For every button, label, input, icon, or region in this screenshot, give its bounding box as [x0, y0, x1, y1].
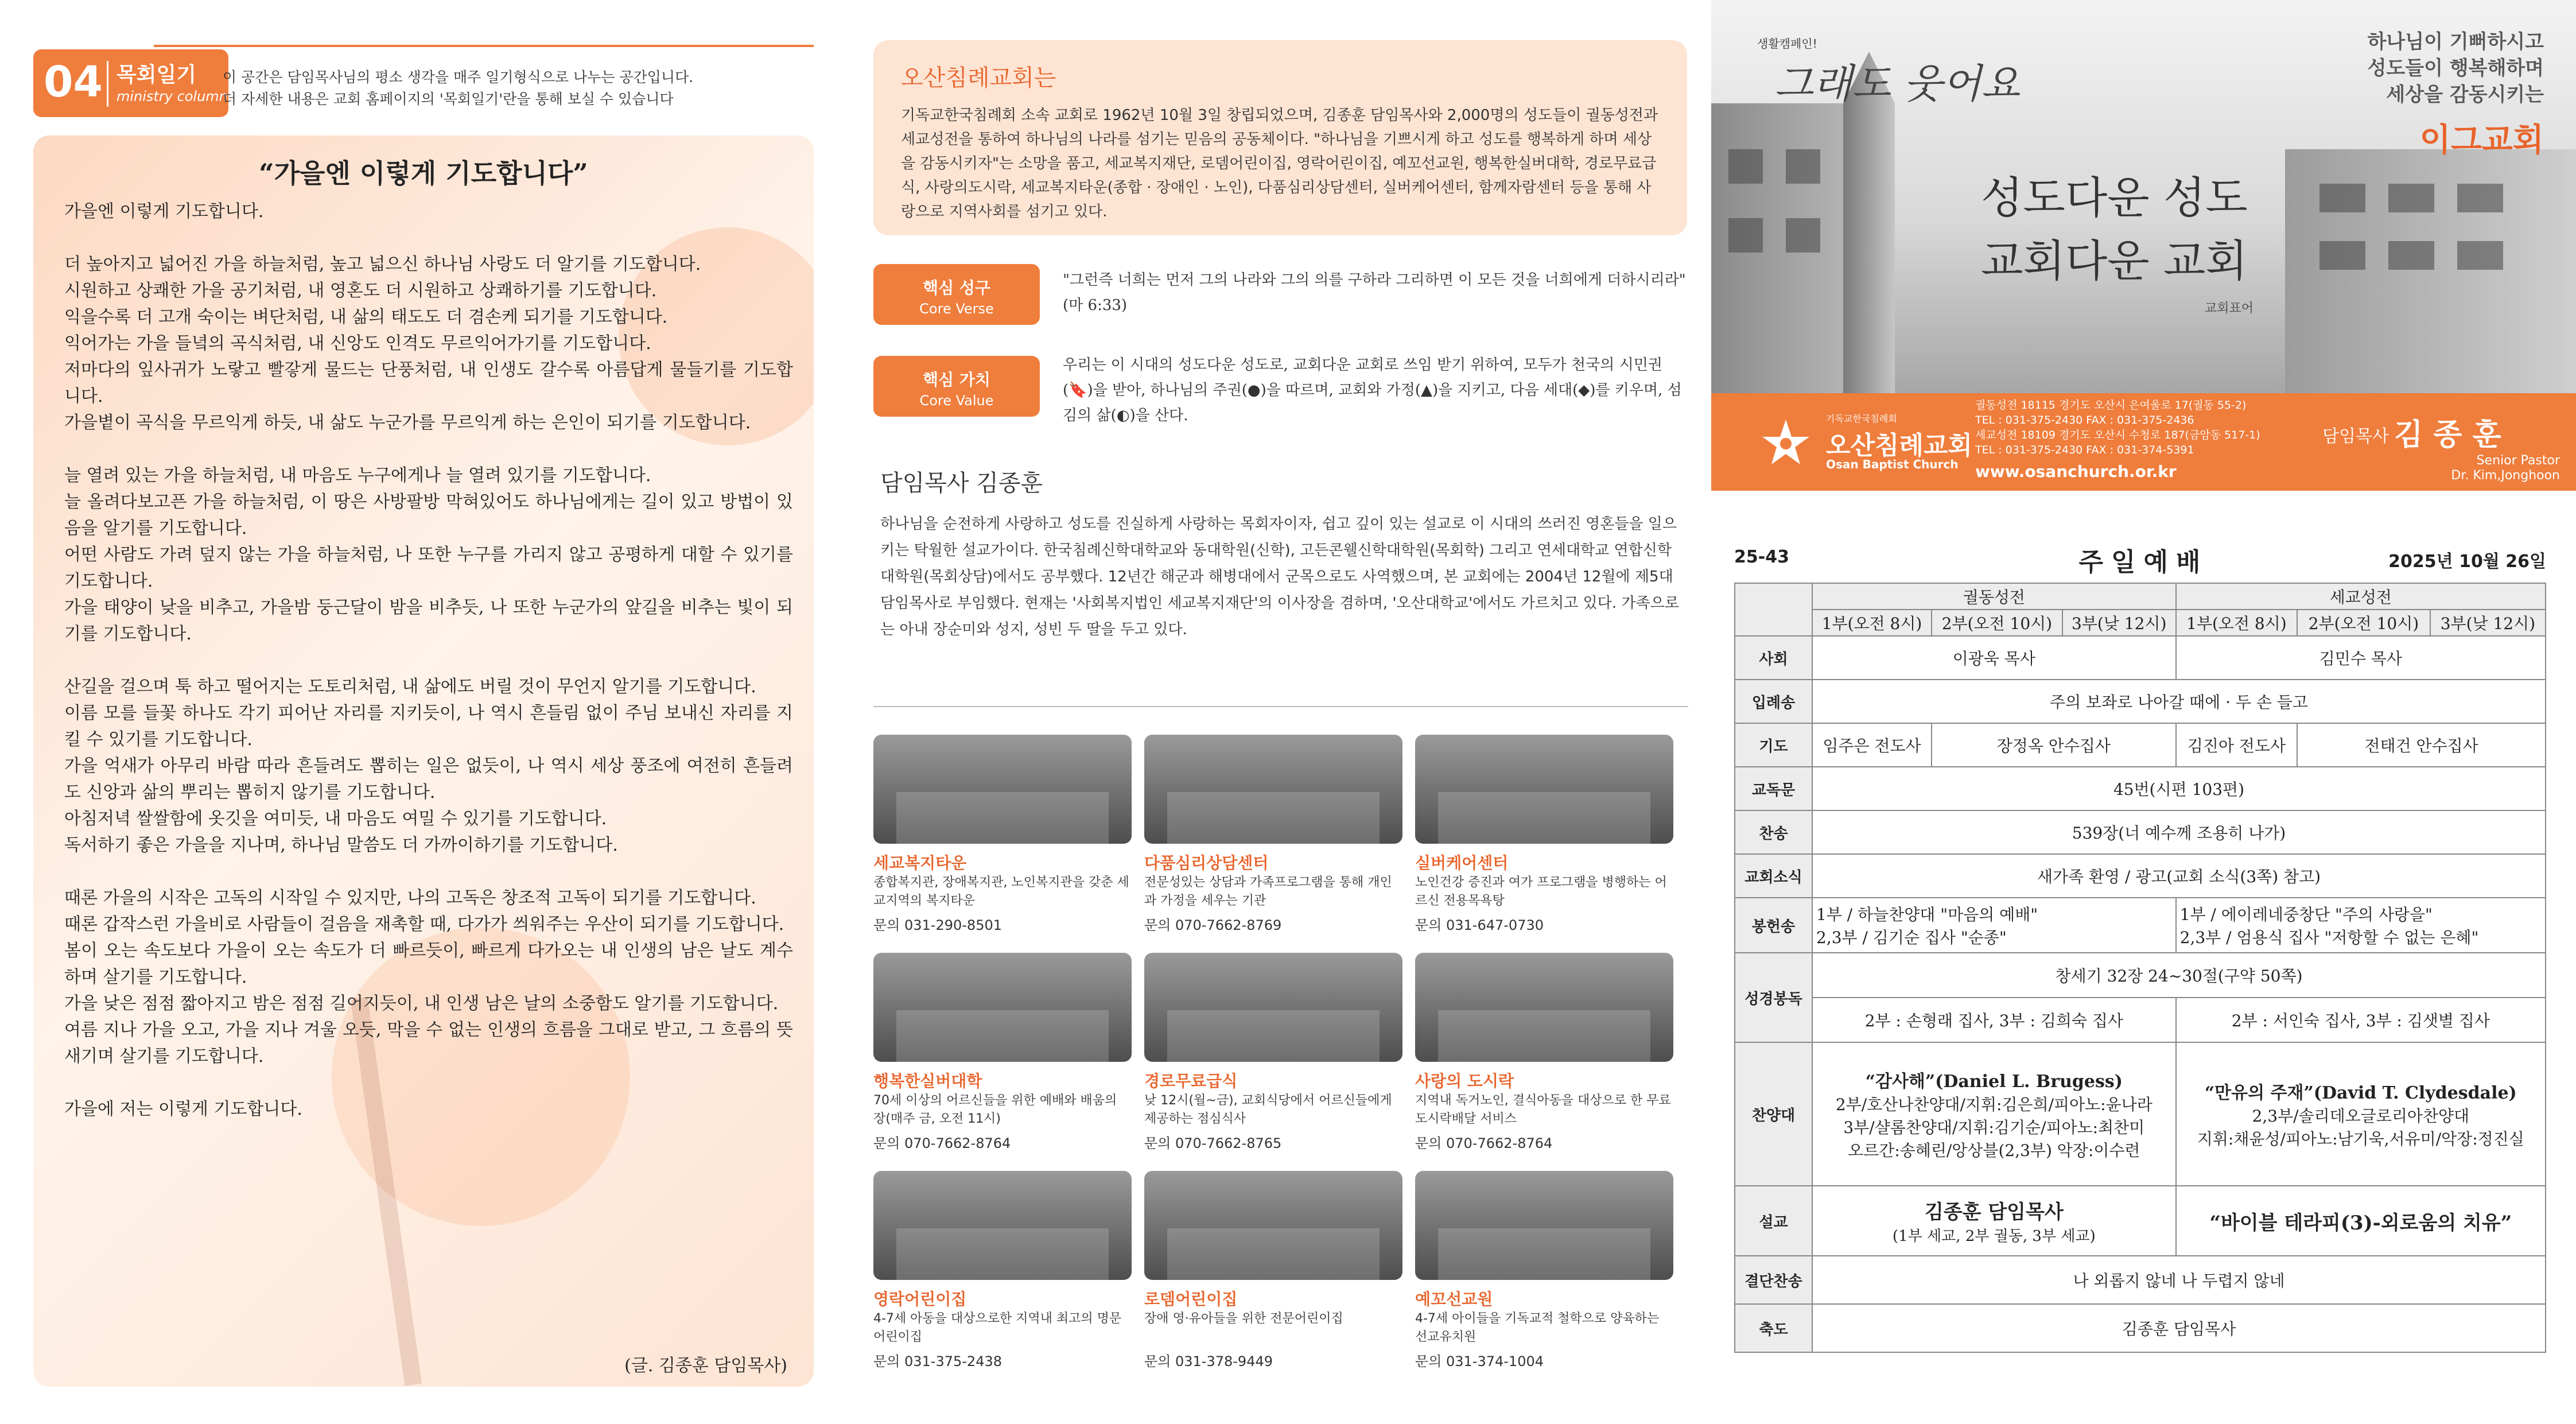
meditation-paragraph: 아침저녁 쌀쌀함에 옷깃을 여미듯, 내 마음도 여밀 수 있기를 기도합니다.: [64, 809, 607, 829]
row-label: 교독문: [1735, 767, 1812, 810]
meditation-paragraph: 산길을 걸으며 툭 하고 떨어지는 도토리처럼, 내 삶에도 버릴 것이 무언지 알기를 기도합니다.: [64, 677, 756, 697]
core-value-text: 우리는 이 시대의 성도다운 성도로, 교회다운 교회로 쓰임 받기 위하여, 모두가 천국의 시민권(🔖)을 받아, 하나님의 주권(●)을 따르며, 교회와 가정(▲)을 지키고, 다음 세대(◆)를 키우며, 섬김의 삶(◐)을 산다.: [1063, 356, 1682, 424]
meditation-paragraph: 더 높아지고 넓어진 가을 하늘처럼, 높고 넓으신 하나님 사랑도 더 알기를 기도합니다.: [64, 254, 701, 274]
meditation-paragraph: 때론 가을의 시작은 고독의 시작일 수 있지만, 나의 고독은 창조적 고독이 되기를 기도합니다.: [64, 888, 756, 908]
meditation-paragraph: 늘 올려다보고픈 가을 하늘처럼, 이 땅은 사방팔방 막혀있어도 하나님에게는 길이 있고 방법이 있음을 알기를 기도합니다.: [64, 492, 793, 538]
hymn-cell: 539장(너 예수께 조용히 나가): [1812, 810, 2546, 854]
row-label: 찬양대: [1735, 1042, 1812, 1186]
core-value-label: 핵심 가치: [923, 370, 990, 389]
worship-order-table: [1734, 583, 2546, 1353]
row-label: 사회: [1735, 636, 1812, 680]
table-row: [1735, 1256, 2546, 1304]
time-header: 3부(낮 12시): [2430, 610, 2546, 636]
window: [2388, 241, 2434, 270]
facility-photo: [1415, 735, 1673, 844]
offering-cell: [1812, 898, 2176, 953]
facility-card: [1144, 735, 1402, 953]
core-verse-label: 핵심 성구: [923, 278, 990, 297]
row-label: 입례송: [1735, 680, 1812, 723]
church-motto: [1981, 166, 2248, 293]
slogan-line: 하나님이 기뻐하시고: [2367, 30, 2544, 53]
facility-description: 전문성있는 상담과 가족프로그램을 통해 개인과 가정을 세우는 기관: [1144, 875, 1392, 908]
facility-phone: 문의 070-7662-8765: [1144, 1135, 1282, 1151]
facility-phone: 문의 070-7662-8764: [873, 1135, 1011, 1151]
campaign-label: 생활캠페인!: [1757, 37, 1817, 51]
pastor-name: 김종훈: [2394, 418, 2512, 452]
sermon-title: “바이블 테라피(3)-외로움의 치유”: [2176, 1186, 2546, 1256]
facility-description: 노인건강 증진과 여가 프로그램을 병행하는 어르신 전용목욕탕: [1415, 875, 1667, 908]
row-label: 봉헌송: [1735, 898, 1812, 953]
table-row: [1735, 998, 2546, 1042]
facility-description: 낮 12시(월~금), 교회식당에서 어르신들에게 제공하는 점심식사: [1144, 1093, 1392, 1126]
meditation-signature: (글. 김종훈 담임목사): [624, 1356, 787, 1376]
campaign-logo: 그래도 웃어요: [1774, 60, 2020, 107]
church-intro-title: 오산침례교회는: [901, 65, 1056, 91]
table-row: [1735, 1186, 2546, 1256]
news-cell: 새가족 환영 / 광고(교회 소식(3쪽) 참고): [1812, 854, 2546, 898]
table-row: [1735, 767, 2546, 810]
readers-cell: 2부 : 손형래 집사, 3부 : 김희숙 집사: [1812, 998, 2176, 1042]
address-line: 세교성전 18109 경기도 오산시 수청로 187(금암동 517-1): [1975, 429, 2260, 441]
core-verse-tag: [873, 264, 1040, 325]
table-row: [1735, 636, 2546, 680]
facility-card: [873, 735, 1132, 953]
section-intro: [223, 67, 693, 110]
choir-cell: [1812, 1042, 2176, 1186]
facility-description: 종합복지관, 장애복지관, 노인복지관을 갖춘 세교지역의 복지타운: [873, 875, 1129, 908]
church-intro-text: 기독교한국침례회 소속 교회로 1962년 10월 3일 창립되었으며, 김종훈 담임목사와 2,000명의 성도들이 궐동성전과 세교성전을 통하여 하나님의 나라를 섬기는 믿음의 공동체이다. "하나님을 기쁘시게 하고 성도를 행복하게 하며 세상을 감동시키자"는 소망을 품고, 세교복지재단, 로뎀어린이집, 영락어린이집, 예꼬선교원, 행복한실버대학, 경로무료급식, 사랑의도시락, 세교복지타운(종합 · 장애인 · 노인), 다품심리상담센터, 실버케어센터, 함께자람센터 등을 통해 사랑으로 지역사회를 섬기고 있다.: [901, 107, 1658, 220]
facility-photo: [873, 735, 1132, 844]
creed-cell: 45번(시편 103편): [1812, 767, 2546, 810]
church-website[interactable]: www.osanchurch.or.kr: [1975, 462, 2177, 481]
meditation-paragraph: 익을수록 더 고개 숙이는 벼단처럼, 내 삶의 태도도 더 겸손케 되기를 기도합니다.: [64, 307, 668, 327]
benediction-cell: 김종훈 담임목사: [1812, 1304, 2546, 1352]
pastor-title-en: Senior Pastor: [2476, 453, 2560, 468]
corner-cell: [1735, 583, 1812, 636]
scripture-cell: 창세기 32장 24~30절(구약 50쪽): [1812, 953, 2546, 998]
facility-card: [1144, 953, 1402, 1171]
facility-description: 4-7세 아이들을 기독교적 철학으로 양육하는 선교유치원: [1415, 1312, 1660, 1344]
offering-cell: [2176, 898, 2546, 953]
window: [1728, 149, 1763, 184]
prayer-cell: 김진아 전도사: [2176, 723, 2298, 767]
facility-phone: 문의 070-7662-8764: [1415, 1135, 1553, 1151]
motto-caption: 교회표어: [2205, 301, 2254, 316]
facility-name: 실버케어센터: [1415, 853, 1509, 872]
choir-line: 오르간:송혜린/앙상블(2,3부) 악장:이수련: [1848, 1141, 2140, 1160]
meditation-paragraph: [64, 859, 793, 885]
table-row: [1735, 953, 2546, 998]
row-label: 찬송: [1735, 810, 1812, 854]
choir-line: 지휘:채윤성/피아노:남기욱,서유미/악장:정진실: [2197, 1130, 2524, 1148]
facility-card: [1415, 735, 1673, 953]
meditation-paragraph: [64, 225, 793, 251]
meditation-box: [33, 135, 814, 1387]
facility-phone: 문의 031-290-8501: [873, 917, 1003, 933]
bulletin-cover: [1711, 0, 2576, 1424]
section-label: 목회일기: [116, 63, 197, 87]
church-logo-icon: [1760, 417, 1812, 469]
church-intro-column: [873, 40, 1688, 1389]
order-date: 2025년 10월 26일: [2388, 552, 2546, 572]
meditation-paragraph: 때론 갑작스런 가을비로 사람들이 걸음을 재촉할 때, 다가가 씌워주는 우산이 되기를 기도합니다.: [64, 914, 784, 934]
address-line: TEL : 031-375-2430 FAX : 031-375-2436: [1975, 414, 2194, 426]
entrance-cell: 주의 보좌로 나아갈 때에 · 두 손 들고: [1812, 680, 2546, 723]
row-label: 결단찬송: [1735, 1256, 1812, 1304]
table-row: [1735, 723, 2546, 767]
facility-name: 사랑의 도시락: [1415, 1072, 1514, 1091]
row-label: 성경봉독: [1735, 953, 1812, 1042]
prayer-cell: 전태건 안수집사: [2297, 723, 2546, 767]
facility-phone: 문의 031-374-1004: [1415, 1353, 1544, 1369]
facility-phone: 문의 031-378-9449: [1144, 1353, 1273, 1369]
facility-description: 장애 영·유아들을 위한 전문어린이집: [1144, 1312, 1343, 1326]
meditation-paragraph: 익어가는 가을 들녘의 곡식처럼, 내 신앙도 인격도 무르익어가기를 기도합니다.: [64, 333, 651, 354]
choir-line: 3부/샬롬찬양대/지휘:김기순/피아노:최찬미: [1843, 1118, 2145, 1137]
address-line: 궐동성전 18115 경기도 오산시 은여울로 17(궐동 55-2): [1975, 399, 2247, 412]
address-line: TEL : 031-375-2430 FAX : 031-374-5391: [1975, 444, 2194, 456]
facility-name: 영락어린이집: [873, 1290, 967, 1309]
facility-card: [873, 953, 1132, 1171]
table-row: [1735, 810, 2546, 854]
brand-mark: 이그교회: [2419, 122, 2544, 159]
meditation-paragraph: [64, 1070, 793, 1096]
offering-line: 1부 / 에이레네중창단 "주의 사랑을": [2179, 905, 2433, 924]
meditation-body: [64, 199, 793, 1123]
facility-phone: 문의 070-7662-8769: [1144, 917, 1282, 933]
facility-photo: [1415, 1171, 1673, 1280]
table-row: [1735, 854, 2546, 898]
window: [2319, 184, 2365, 212]
facility-name: 로뎀어린이집: [1144, 1290, 1238, 1309]
window: [1728, 218, 1763, 253]
row-label: 기도: [1735, 723, 1812, 767]
facility-name: 경로무료급식: [1144, 1072, 1238, 1091]
meditation-paragraph: 가을 억새가 아무리 바람 따라 흔들려도 뽑히는 일은 없듯이, 나 역시 세상 풍조에 여전히 흔들려도 신앙과 삶의 뿌리는 뽑히지 않기를 기도합니다.: [64, 756, 793, 802]
window: [2388, 184, 2434, 212]
order-title: 주일예배: [2078, 548, 2209, 577]
table-row: [1735, 1042, 2546, 1186]
window: [1786, 149, 1820, 184]
time-header: 1부(오전 8시): [1812, 610, 1932, 636]
anthem-title: “감사해”(Daniel L. Brugess): [1865, 1072, 2123, 1092]
offering-line: 1부 / 하늘찬양대 "마음의 예배": [1816, 905, 2038, 924]
church-slogan: [2368, 29, 2544, 108]
top-rule: [154, 45, 814, 47]
meditation-paragraph: 가을엔 이렇게 기도합니다.: [64, 201, 264, 222]
facility-description: 4-7세 아동을 대상으로한 지역내 최고의 명문 어린이집: [873, 1312, 1122, 1344]
denomination: 기독교한국침례회: [1826, 413, 1897, 424]
motto-line: 성도다운 성도: [1981, 172, 2248, 223]
readers-cell: 2부 : 서인숙 집사, 3부 : 김샛별 집사: [2176, 998, 2546, 1042]
meditation-paragraph: 가을 태양이 낮을 비추고, 가을밤 둥근달이 밤을 비추듯, 나 또한 누군가의 앞길을 비추는 빛이 되기를 기도합니다.: [64, 597, 793, 644]
campus-header: 궐동성전: [1812, 583, 2176, 610]
facility-name: 예꼬선교원: [1415, 1290, 1493, 1309]
pastor-fullname-en: Dr. Kim,Jonghoon: [2451, 468, 2560, 483]
meditation-paragraph: 가을에 저는 이렇게 기도합니다.: [64, 1099, 302, 1119]
church-name-en: Osan Baptist Church: [1826, 457, 1959, 471]
motto-line: 교회다운 교회: [1981, 235, 2248, 286]
slogan-line: 성도들이 행복해하며: [2367, 57, 2544, 80]
table-row: [1735, 610, 2546, 636]
meditation-paragraph: 여름 지나 가을 오고, 가을 지나 겨울 오듯, 막을 수 없는 인생의 흐름을 그대로 받고, 그 흐름의 뜻 새기며 살기를 기도합니다.: [64, 1020, 793, 1066]
pastor-bio: 하나님을 순전하게 사랑하고 성도를 진실하게 사랑하는 목회자이자, 쉽고 깊이 있는 설교로 이 시대의 쓰러진 영혼들을 일으키는 탁월한 설교가이다. 한국침례신학대학교와 동대학원(신학), 고든콘웰신학대학원(목회학) 그리고 연세대학교 연합신학대학원(목회상담)에서도 공부했다. 12년간 해군과 해병대에서 군목으로도 사역했으며, 본 교회에는 2004년 12월에 제5대 담임목사로 부임했다. 현재는 '사회복지법인 세교복지재단'의 이사장을 겸하며, '오산대학교'에서도 가르치고 있다. 가족으로는 아내 장순미와 성지, 성빈 두 딸을 두고 있다.: [880, 515, 1679, 638]
campus-header: 세교성전: [2176, 583, 2546, 610]
meditation-paragraph: 이름 모를 들꽃 하나도 각기 피어난 자리를 지키듯이, 나 역시 흔들림 없이 주님 보내신 자리를 지킬 수 있기를 기도합니다.: [64, 703, 793, 750]
facility-card: [1144, 1171, 1402, 1389]
meditation-paragraph: 저마다의 잎사귀가 노랗고 빨갛게 물드는 단풍처럼, 내 인생도 갈수록 아름답게 물들기를 기도합니다.: [64, 360, 793, 406]
table-row: [1735, 1304, 2546, 1352]
time-header: 2부(오전 10시): [1932, 610, 2062, 636]
facility-card: [1415, 1171, 1673, 1389]
church-info-bar: [1711, 393, 2576, 491]
prayer-cell: 장정옥 안수집사: [1932, 723, 2176, 767]
meditation-paragraph: 시원하고 상쾌한 가을 공기처럼, 내 영혼도 더 시원하고 상쾌하기를 기도합니다.: [64, 281, 657, 301]
time-header: 2부(오전 10시): [2297, 610, 2430, 636]
window: [1786, 218, 1820, 253]
order-header: [1711, 537, 2576, 577]
window: [2457, 184, 2503, 212]
anthem-title: “만유의 주재”(David T. Clydesdale): [2204, 1083, 2517, 1103]
church-name: 오산침례교회: [1826, 431, 1973, 460]
preacher-services: (1부 세교, 2부 궐동, 3부 세교): [1892, 1228, 2096, 1245]
meditation-paragraph: 가을 낮은 점점 짧아지고 밤은 점점 길어지듯이, 내 인생 남은 날의 소중함도 알기를 기도합니다.: [64, 994, 779, 1014]
meditation-title: “가을엔 이렇게 기도합니다”: [259, 158, 588, 189]
presider-cell: 김민수 목사: [2176, 636, 2546, 680]
choir-line: 2부/호산나찬양대/지휘:김은희/피아노:윤나라: [1835, 1095, 2153, 1114]
meditation-paragraph: [64, 647, 793, 674]
meditation-paragraph: 봄이 오는 속도보다 가을이 오는 속도가 더 빠르듯이, 빠르게 다가오는 내 인생의 남은 날도 계수하며 살기를 기도합니다.: [64, 941, 793, 987]
facility-name: 다품심리상담센터: [1144, 853, 1269, 872]
facility-phone: 문의 031-647-0730: [1415, 917, 1544, 933]
meditation-paragraph: 늘 열려 있는 가을 하늘처럼, 내 마음도 누구에게나 늘 열려 있기를 기도합니다.: [64, 465, 651, 486]
core-verse-label-en: Core Verse: [919, 301, 994, 317]
facility-card: [873, 1171, 1132, 1389]
table-row: [1735, 680, 2546, 723]
core-verse-text: "그런즉 너희는 먼저 그의 나라와 그의 의를 구하라 그리하면 이 모든 것을 너희에게 더하시리라"(마 6:33): [1063, 271, 1686, 314]
facility-description: 지역내 독거노인, 결식아동을 대상으로 한 무료 도시락배달 서비스: [1415, 1093, 1671, 1126]
preacher-cell: [1812, 1186, 2176, 1256]
facility-photo: [873, 1171, 1132, 1280]
ministry-column: [33, 45, 814, 1388]
pastor-label: 담임목사: [2322, 426, 2389, 447]
facility-card: [1415, 953, 1673, 1171]
facility-photo: [1415, 953, 1673, 1062]
core-value-label-en: Core Value: [919, 393, 994, 409]
facility-phone: 문의 031-375-2438: [873, 1353, 1003, 1369]
facility-photo: [1144, 1171, 1402, 1280]
church-address: [1975, 398, 2260, 457]
facility-photo: [1144, 953, 1402, 1062]
table-row: [1735, 898, 2546, 953]
offering-line: 2,3부 / 엄용식 집사 "저항할 수 없는 은혜": [2179, 928, 2479, 947]
bulletin-number: 25-43: [1734, 547, 1789, 567]
choir-line: 2,3부/솔리데오글로리아찬양대: [2252, 1107, 2470, 1126]
facility-photo: [1144, 735, 1402, 844]
decision-cell: 나 외롭지 않네 나 두렵지 않네: [1812, 1256, 2546, 1304]
table-row: [1735, 583, 2546, 610]
section-label-en: ministry column: [116, 88, 228, 104]
hero-image: [1711, 0, 2576, 396]
row-label: 교회소식: [1735, 854, 1812, 898]
core-value-tag: [873, 356, 1040, 417]
section-number: 04: [44, 57, 103, 107]
intro-line: 더 자세한 내용은 교회 홈페이지의 '목회일기'란을 통해 보실 수 있습니다: [223, 91, 674, 107]
row-label: 축도: [1735, 1304, 1812, 1352]
window: [2319, 241, 2365, 270]
church-intro-box: [873, 40, 1687, 235]
badge-divider: [107, 61, 108, 107]
pastor-title: 담임목사 김종훈: [880, 470, 1043, 496]
pastor-name-en: [2451, 453, 2560, 483]
facility-name: 행복한실버대학: [873, 1072, 982, 1091]
window: [2457, 241, 2503, 270]
choir-cell: [2176, 1042, 2546, 1186]
time-header: 1부(오전 8시): [2176, 610, 2298, 636]
meditation-paragraph: 가을볕이 곡식을 무르익게 하듯, 내 삶도 누군가를 무르익게 하는 은인이 되기를 기도합니다.: [64, 413, 751, 433]
section-badge: [33, 49, 228, 117]
facility-description: 70세 이상의 어르신들을 위한 예배와 배움의 장(매주 금, 오전 11시): [873, 1093, 1117, 1126]
time-header: 3부(낮 12시): [2062, 610, 2176, 636]
facility-name: 세교복지타운: [873, 853, 967, 872]
intro-line: 이 공간은 담임목사님의 평소 생각을 매주 일기형식으로 나누는 공간입니다.: [223, 69, 694, 86]
meditation-paragraph: 독서하기 좋은 가을을 지나며, 하나님 말씀도 더 가까이하기를 기도합니다.: [64, 835, 618, 855]
presider-cell: 이광욱 목사: [1812, 636, 2176, 680]
divider: [873, 706, 1688, 707]
meditation-paragraph: [64, 436, 793, 463]
row-label: 설교: [1735, 1186, 1812, 1256]
offering-line: 2,3부 / 김기순 집사 "순종": [1816, 928, 2007, 947]
meditation-paragraph: 어떤 사람도 가려 덮지 않는 가을 하늘처럼, 나 또한 누구를 가리지 않고 공평하게 대할 수 있기를 기도합니다.: [64, 545, 793, 591]
prayer-cell: 임주은 전도사: [1812, 723, 1932, 767]
preacher-name: 김종훈 담임목사: [1924, 1201, 2064, 1224]
facility-photo: [873, 953, 1132, 1062]
slogan-line: 세상을 감동시키는: [2386, 83, 2544, 106]
